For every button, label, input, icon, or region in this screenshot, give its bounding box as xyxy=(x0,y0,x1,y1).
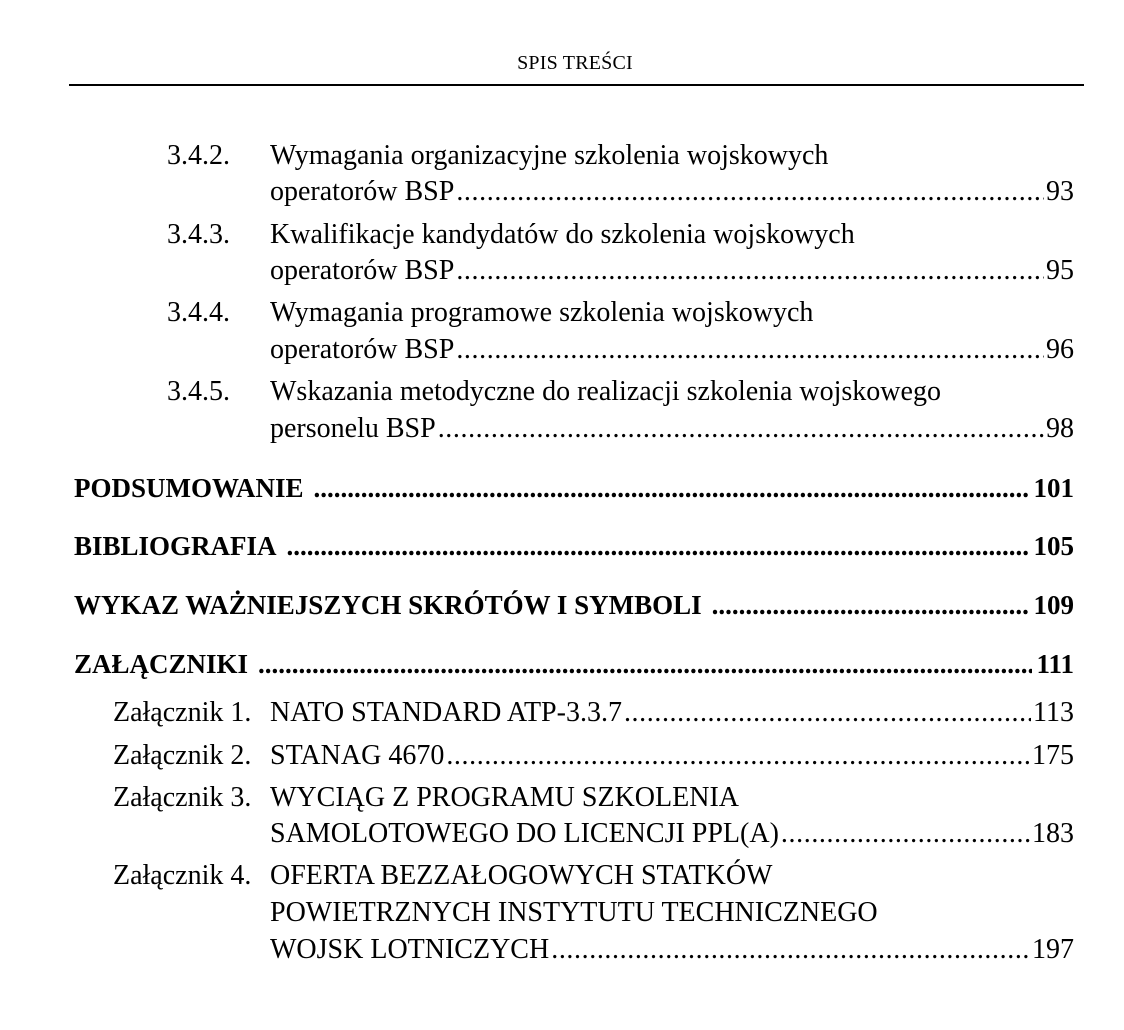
page-number: 93 xyxy=(1046,176,1074,207)
toc-attachment-entry[interactable] xyxy=(270,818,1074,850)
toc-chapter-wykaz-skrotow[interactable] xyxy=(74,590,1074,621)
section-title-continued: operatorów BSP xyxy=(270,176,455,207)
chapter-title: WYKAZ WAŻNIEJSZYCH SKRÓTÓW I SYMBOLI xyxy=(74,590,702,620)
section-title: Wymagania organizacyjne szkolenia wojskowych xyxy=(270,140,829,171)
section-title-continued: personelu BSP xyxy=(270,413,436,444)
attachment-label: Załącznik 2. xyxy=(113,740,252,771)
section-number: 3.4.5. xyxy=(167,376,230,407)
section-title: Wskazania metodyczne do realizacji szkolenia wojskowego xyxy=(270,376,941,407)
toc-attachment-entry[interactable] xyxy=(270,697,1074,729)
section-number: 3.4.3. xyxy=(167,219,230,250)
attachment-title-continued: SAMOLOTOWEGO DO LICENCJI PPL(A) xyxy=(270,818,779,849)
attachment-title: STANAG 4670 xyxy=(270,740,445,771)
dot-leader xyxy=(624,697,1031,729)
section-title: Kwalifikacje kandydatów do szkolenia wojskowych xyxy=(270,219,855,250)
attachment-label: Załącznik 1. xyxy=(113,697,252,728)
page-number: 113 xyxy=(1033,697,1074,728)
chapter-title: PODSUMOWANIE xyxy=(74,473,304,503)
header-rule xyxy=(69,84,1084,86)
toc-attachment-entry[interactable] xyxy=(270,934,1074,966)
toc-attachment-entry[interactable] xyxy=(270,740,1074,772)
toc-chapter-podsumowanie[interactable] xyxy=(74,473,1074,504)
attachment-title-continued: POWIETRZNYCH INSTYTUTU TECHNICZNEGO xyxy=(270,897,878,928)
chapter-title: BIBLIOGRAFIA xyxy=(74,531,277,561)
dot-leader xyxy=(258,649,1032,680)
dot-leader xyxy=(712,590,1030,621)
dot-leader xyxy=(446,740,1030,772)
page-number: 96 xyxy=(1046,334,1074,365)
page-number: 105 xyxy=(1033,531,1074,561)
chapter-title: ZAŁĄCZNIKI xyxy=(74,649,249,679)
page-number: 101 xyxy=(1033,473,1074,503)
page-number: 98 xyxy=(1046,413,1074,444)
dot-leader xyxy=(456,334,1044,366)
dot-leader xyxy=(314,473,1030,504)
toc-chapter-bibliografia[interactable] xyxy=(74,531,1074,562)
attachment-label: Załącznik 3. xyxy=(113,782,252,813)
toc-entry[interactable] xyxy=(270,255,1074,287)
dot-leader xyxy=(287,531,1030,562)
page-number: 111 xyxy=(1036,649,1074,679)
toc-entry[interactable] xyxy=(270,413,1074,445)
section-title-continued: operatorów BSP xyxy=(270,334,455,365)
page-number: 109 xyxy=(1033,590,1074,620)
attachment-label: Załącznik 4. xyxy=(113,860,252,891)
dot-leader xyxy=(456,255,1044,287)
page-number: 183 xyxy=(1032,818,1074,849)
page-header: SPIS TREŚCI xyxy=(517,52,633,74)
section-number: 3.4.4. xyxy=(167,297,230,328)
page-number: 175 xyxy=(1032,740,1074,771)
toc-entry[interactable] xyxy=(270,176,1074,208)
attachment-title-continued: WOJSK LOTNICZYCH xyxy=(270,934,550,965)
dot-leader xyxy=(456,176,1044,208)
toc-entry[interactable] xyxy=(270,334,1074,366)
attachment-title: WYCIĄG Z PROGRAMU SZKOLENIA xyxy=(270,782,739,813)
page-number: 197 xyxy=(1032,934,1074,965)
attachment-title: OFERTA BEZZAŁOGOWYCH STATKÓW xyxy=(270,860,773,891)
attachment-title: NATO STANDARD ATP-3.3.7 xyxy=(270,697,622,728)
dot-leader xyxy=(781,818,1030,850)
toc-chapter-zalaczniki[interactable] xyxy=(74,649,1074,680)
section-title-continued: operatorów BSP xyxy=(270,255,455,286)
dot-leader xyxy=(438,413,1044,445)
section-number: 3.4.2. xyxy=(167,140,230,171)
dot-leader xyxy=(551,934,1030,966)
page-number: 95 xyxy=(1046,255,1074,286)
section-title: Wymagania programowe szkolenia wojskowych xyxy=(270,297,814,328)
